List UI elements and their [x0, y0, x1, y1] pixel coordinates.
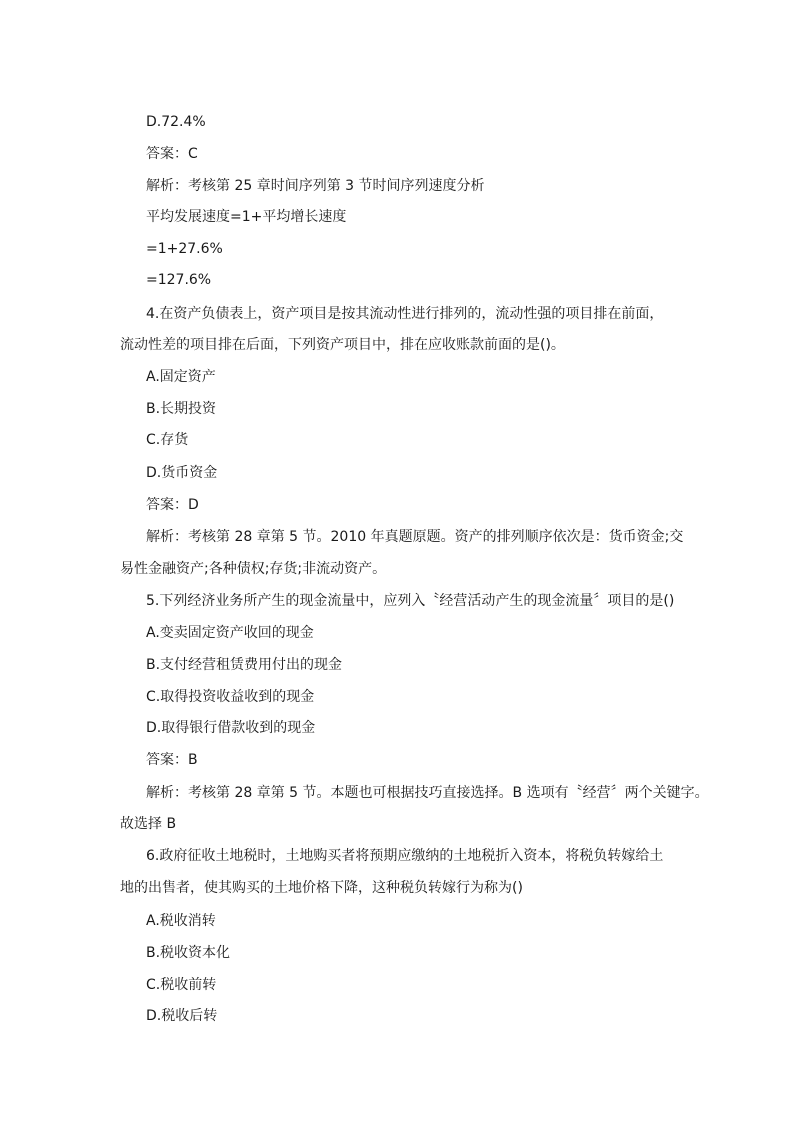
- text-line: A.固定资产: [146, 369, 216, 385]
- text-line: D.货币资金: [146, 465, 218, 481]
- text-line: =1+27.6%: [146, 241, 223, 257]
- text-line: 流动性差的项目排在后面，下列资产项目中，排在应收账款前面的是()。: [120, 337, 565, 353]
- text-line: B.支付经营租赁费用付出的现金: [146, 657, 343, 673]
- text-line: 地的出售者，使其购买的土地价格下降，这种税负转嫁行为称为(): [120, 880, 523, 896]
- text-line: C.取得投资收益收到的现金: [146, 689, 315, 705]
- text-line: =127.6%: [146, 272, 212, 288]
- text-line: 答案：D: [146, 497, 199, 513]
- text-line: 4.在资产负债表上，资产项目是按其流动性进行排列的，流动性强的项目排在前面，: [146, 306, 664, 322]
- text-line: 易性金融资产;各种债权;存货;非流动资产。: [120, 561, 387, 577]
- text-line: 答案：B: [146, 752, 198, 768]
- text-line: 5.下列经济业务所产生的现金流量中，应列入〝经营活动产生的现金流量〞项目的是(): [146, 593, 675, 609]
- text-line: 6.政府征收土地税时，土地购买者将预期应缴纳的土地税折入资本，将税负转嫁给土: [146, 848, 664, 864]
- text-line: B.税收资本化: [146, 945, 231, 961]
- text-line: D.72.4%: [146, 114, 206, 130]
- text-line: 解析：考核第 28 章第 5 节。本题也可根据技巧直接选择。B 选项有〝经营〞两个关键字。: [146, 785, 709, 801]
- text-line: 答案：C: [146, 146, 198, 162]
- text-line: D.税收后转: [146, 1008, 218, 1024]
- text-line: A.变卖固定资产收回的现金: [146, 625, 314, 641]
- text-line: D.取得银行借款收到的现金: [146, 720, 316, 736]
- text-line: 解析：考核第 28 章第 5 节。2010 年真题原题。资产的排列顺序依次是：货币资金;交: [146, 529, 684, 545]
- text-line: C.存货: [146, 432, 189, 448]
- text-line: 解析：考核第 25 章时间序列第 3 节时间序列速度分析: [146, 178, 485, 194]
- text-line: 平均发展速度=1+平均增长速度: [146, 209, 347, 225]
- text-line: 故选择 B: [120, 816, 177, 832]
- text-line: C.税收前转: [146, 977, 217, 993]
- text-line: A.税收消转: [146, 913, 216, 929]
- text-line: B.长期投资: [146, 401, 217, 417]
